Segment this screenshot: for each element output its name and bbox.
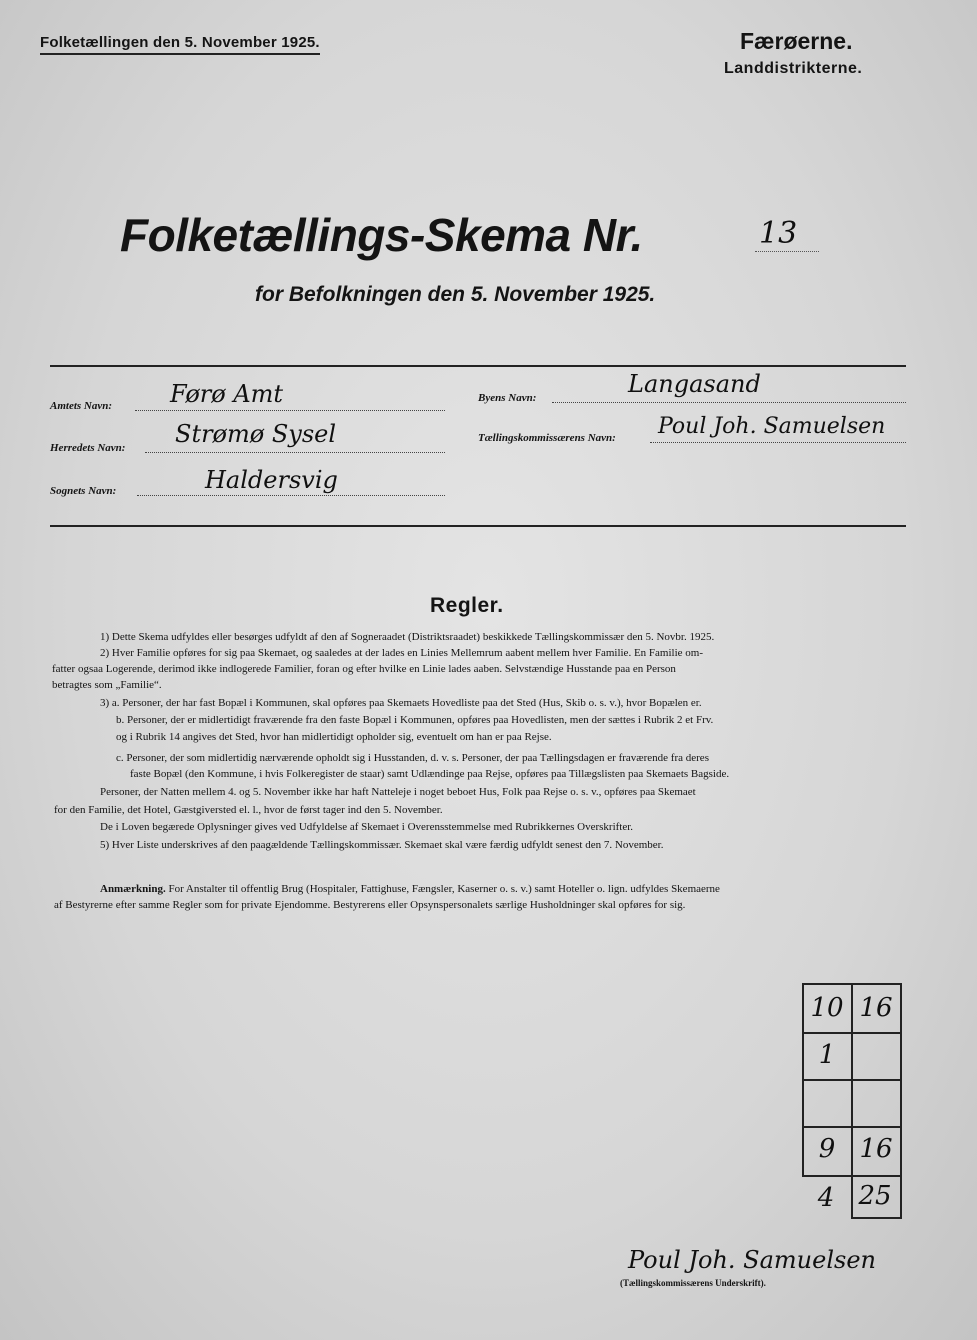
sogn-value: Haldersvig xyxy=(205,466,338,494)
tally-cell xyxy=(853,1032,899,1078)
by-value: Langasand xyxy=(628,370,761,398)
rule-line: 3) a. Personer, der har fast Bopæl i Kommunen, skal opføres paa Skemaets Hovedliste paa det Sted (Hus, Skib o. s. v.), hvor Bopælen er. xyxy=(100,697,702,709)
rule-line: b. Personer, der er midlertidigt fraværende fra den faste Bopæl i Kommunen, opføres paa Hovedlisten, men der sættes i Rubrik 2 et Frv. xyxy=(116,714,714,726)
rule-line: betragtes som „Familie“. xyxy=(52,679,162,691)
note-text-2: af Bestyrerne efter samme Regler som for private Ejendomme. Bestyrerens eller Opsynspersonalets særlige Husholdninger skal opføres for sig. xyxy=(54,899,686,911)
amt-label: Amtets Navn: xyxy=(50,400,113,412)
tally-cell: 10 xyxy=(810,993,844,1023)
rules-heading: Regler. xyxy=(430,594,504,617)
region-heading: Færøerne. xyxy=(740,28,853,54)
by-line xyxy=(552,402,906,403)
sogn-label: Sognets Navn: xyxy=(50,485,117,497)
herred-value: Strømø Sysel xyxy=(175,420,337,448)
district-type-heading: Landdistrikterne. xyxy=(724,60,863,77)
signature: Poul Joh. Samuelsen xyxy=(628,1246,876,1274)
rule-line: og i Rubrik 14 angives det Sted, hvor han midlertidigt opholder sig, eventuelt om han er paa Rejse. xyxy=(116,731,552,743)
signature-caption: (Tællingskommissærens Underskrift). xyxy=(620,1278,766,1288)
form-number: 13 xyxy=(755,216,819,252)
rule-line: fatter ogsaa Logerende, derimod ikke indlogerede Familier, foran og efter hvilke en Linie lades aaben. Selvstændige Husstande paa en Person xyxy=(52,663,676,675)
tally-cell: 1 xyxy=(818,1040,836,1070)
tally-outside-value: 4 xyxy=(817,1183,835,1213)
form-title: Folketællings-Skema Nr. xyxy=(120,209,643,261)
tally-box xyxy=(802,983,902,1177)
tally-cell xyxy=(804,1079,850,1125)
bottom-divider xyxy=(50,525,906,527)
amt-value: Førø Amt xyxy=(170,380,284,408)
rule-line: faste Bopæl (den Kommune, i hvis Folkeregister de staar) samt Udlændinge paa Rejse, opføres paa Tillægslisten paa Skemaets Bagside. xyxy=(130,768,730,780)
census-date-heading: Folketællingen den 5. November 1925. xyxy=(40,34,320,55)
tally-cell: 9 xyxy=(818,1134,836,1164)
note-text-1: For Anstalter til offentlig Brug (Hospitaler, Fattighuse, Fængsler, Kaserner o. s. v.) samt Hoteller o. lign. udfyldes Skemaerne xyxy=(168,883,720,895)
herred-label: Herredets Navn: xyxy=(50,442,126,454)
rule-line: for den Familie, det Hotel, Gæstgiversted el. l., hvor de først tager ind den 5. November. xyxy=(54,804,443,816)
sogn-line xyxy=(137,495,445,496)
form-subtitle: for Befolkningen den 5. November 1925. xyxy=(255,283,656,306)
herred-line xyxy=(145,452,445,453)
rule-line: 1) Dette Skema udfyldes eller besørges udfyldt af den af Sogneraadet (Distriktsraadet) beskikkede Tællingskommissær den 5. Novbr. 1925. xyxy=(100,631,715,643)
rule-line: c. Personer, der som midlertidig nærværende opholdt sig i Husstanden, d. v. s. Personer, der paa Tællingsdagen er fraværende fra deres xyxy=(116,752,709,764)
note-line-1 xyxy=(100,883,720,895)
kommissaer-label: Tællingskommissærens Navn: xyxy=(478,432,616,444)
tally-total-value: 25 xyxy=(858,1181,892,1211)
tally-cell: 16 xyxy=(859,993,893,1023)
by-label: Byens Navn: xyxy=(478,392,537,404)
tally-cell xyxy=(853,1079,899,1125)
amt-line xyxy=(135,410,445,411)
top-divider xyxy=(50,365,906,367)
rule-line: De i Loven begærede Oplysninger gives ved Udfyldelse af Skemaet i Overensstemmelse med Rubrikkernes Overskrifter. xyxy=(100,821,634,833)
kommissaer-value: Poul Joh. Samuelsen xyxy=(658,414,886,439)
tally-cell: 16 xyxy=(859,1134,893,1164)
kommissaer-line xyxy=(650,442,906,443)
rule-line: 5) Hver Liste underskrives af den paagældende Tællingskommissær. Skemaet skal være færdig udfyldt senest den 7. November. xyxy=(100,839,664,851)
rule-line: 2) Hver Familie opføres for sig paa Skemaet, og saaledes at der lades en Linies Mellemrum aabent mellem hver Familie. En Familie om- xyxy=(100,647,703,659)
note-label: Anmærkning. xyxy=(100,883,166,895)
rule-line: Personer, der Natten mellem 4. og 5. November ikke har haft Natteleje i noget beboet Hus, Folk paa Rejse o. s. v., opføres paa Skemaet xyxy=(100,786,696,798)
